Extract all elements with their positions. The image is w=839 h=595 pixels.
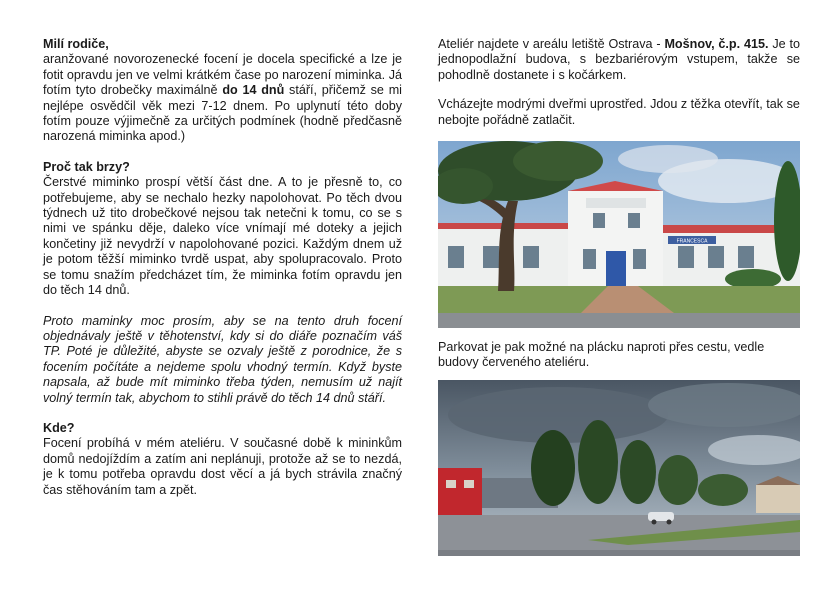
door-paragraph: Vcházejte modrými dveřmi uprostřed. Jdou z těžka otevřít, tak se nebojte pořádně zatlačit. [438, 97, 800, 127]
parking-paragraph: Parkovat je pak možné na plácku naproti přes cestu, vedle budovy červeného ateliéru. [438, 340, 765, 370]
parking-photo-art [438, 380, 800, 556]
request-paragraph [43, 314, 402, 406]
location-text-b: Je to jednopodlažní budova, s bezbariérovým vstupem, takže se pohodlně dostanete i s kočárkem. [438, 37, 800, 82]
intro-greeting: Milí rodiče, [43, 37, 109, 51]
location-text-a: Ateliér najdete v areálu letiště Ostrava - [438, 37, 665, 51]
intro-paragraph [43, 52, 402, 144]
location-text-bold: Mošnov, č.p. 415. [664, 37, 769, 51]
why-paragraph: Čerstvé miminko prospí větší část dne. A to je přesně to, co potřebujeme, aby se nechalo hezky napolohovat. Po těch dvou týdnech už tito drobečkové nejsou tak netečni k tomu, co se s nimi ve spánku děje, daleko více vnímají mé doteky a jejich končetiny již nevydrží v napolohované pozici. Každým dnem už je potom těžší miminko tvrdě uspat, aby spolupracovalo. Proto se tomu snažím předcházet tím, že miminka fotím opravdu jen do těch 14 dnů. [43, 175, 402, 298]
intro-text-bold: do 14 dnů [222, 83, 285, 98]
where-heading: Kde? [43, 420, 75, 435]
location-paragraph [438, 37, 800, 83]
right-column-top [438, 37, 800, 128]
left-column [43, 37, 402, 498]
why-heading: Proč tak brzy? [43, 159, 130, 174]
request-text: Proto maminky moc prosím, aby se na tento druh focení objednávaly ještě v těhotenství, kdy si do diáře poznačím váš TP. Poté je důležité, abyste se ozvaly ještě z porodnice, že s focením počítáte a nejdeme spolu vhodný termín. Když byste napsala, až bude mít miminko třeba týden, nemusím už najít volný termín tak, abychom to stihli právě do těch 14 dnů stáří. [43, 313, 402, 405]
building-photo-art [438, 141, 800, 328]
blue-door-icon [606, 251, 626, 286]
where-paragraph: Focení probíhá v mém ateliéru. V současné době k mininkům domů nedojíždím a zatím ani neplánuji, protože až se to nezdá, je k tomu potřeba opravdu dost věcí a já bych strávila značný čas stěhováním tam a zpět. [43, 436, 402, 497]
intro-text-a: aranžované novorozenecké focení je docela specifické a lze je fotit opravdu jen ve velmi krátkém čase po narození miminka. Já fotím tyto drobečky maximálně [43, 52, 402, 98]
parking-photo [438, 380, 800, 556]
intro-text-b: stáří, přičemž se mi nejlépe osvědčil věk mezi 7-12 dnem. Po uplynutí této doby fotím pouze výjimečně za určitých podmínek (hodně předčasně narozená miminka apod.) [43, 83, 402, 144]
right-column-bottom [438, 340, 800, 371]
building-photo [438, 141, 800, 328]
building-sign: FRANCESCA [676, 238, 708, 245]
